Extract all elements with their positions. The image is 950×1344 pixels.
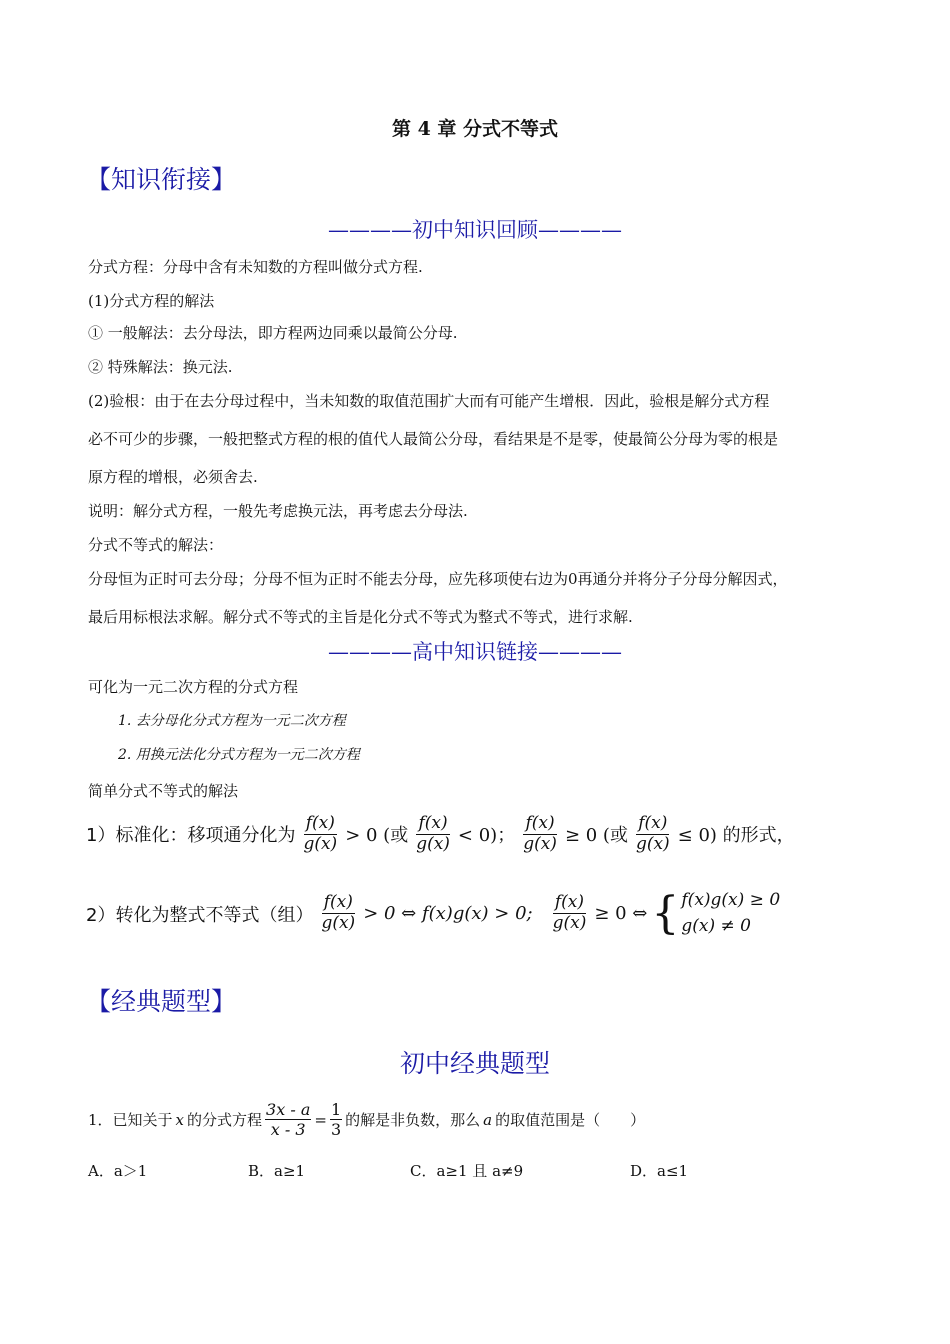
fraction: $\frac{f(x)}{g(x)}$ <box>303 813 338 854</box>
fraction: $\frac{f(x)}{g(x)}$ <box>552 892 587 933</box>
section-heading-knowledge: 【知识衔接】 <box>86 165 237 194</box>
formula-label: 1）标准化：移项通分化为 <box>86 825 296 847</box>
equation-system: { f(x)g(x) ≥ 0 g(x) ≠ 0 <box>651 887 781 939</box>
section-heading-typical: 【经典题型】 <box>86 987 237 1016</box>
paragraph: 分式不等式的解法： <box>88 536 224 554</box>
fraction: $\frac{1}{3}$ <box>330 1100 342 1140</box>
paragraph: 最后用标根法求解。解分式不等式的主旨是化分式不等式为整式不等式，进行求解. <box>88 608 633 626</box>
option-d: D．a≤1 <box>630 1162 689 1180</box>
paragraph: 分式方程：分母中含有未知数的方程叫做分式方程. <box>88 258 423 276</box>
formula-standardize: 1）标准化：移项通分化为 $\frac{f(x)}{g(x)}$ > 0 (或 $\frac{f(x)}{g(x)}$ < 0)； $\frac{f(x)}{g(x)}$ ≥ 0 (或 $\frac{f(x)}{g(x)}$ ≤ 0) 的形式， <box>86 813 795 854</box>
fraction: $\frac{f(x)}{g(x)}$ <box>635 813 670 854</box>
paragraph: ① 一般解法：去分母法，即方程两边同乘以最简公分母. <box>88 324 458 342</box>
fraction: $\frac{f(x)}{g(x)}$ <box>321 892 356 933</box>
option-a: A．a＞1 <box>88 1162 148 1180</box>
paragraph: ② 特殊解法：换元法. <box>88 358 233 376</box>
paragraph: 说明：解分式方程，一般先考虑换元法，再考虑去分母法. <box>88 502 468 520</box>
heading-junior-typical: 初中经典题型 <box>399 1049 550 1078</box>
question-1: 1．已知关于 x 的分式方程 $\frac{3x - a}{x - 3}$ = $\frac{1}{3}$ 的解是非负数，那么 a 的取值范围是（ ） <box>88 1100 646 1140</box>
fraction: $\frac{f(x)}{g(x)}$ <box>416 813 450 854</box>
paragraph: (1)分式方程的解法 <box>88 292 215 310</box>
list-item: 1. 去分母化分式方程为一元二次方程 <box>118 713 346 729</box>
option-c: C．a≥1 且 a≠9 <box>410 1162 524 1180</box>
subheading-senior-link: ————高中知识链接———— <box>328 640 622 664</box>
fraction: $\frac{3x - a}{x - 3}$ <box>266 1100 311 1140</box>
formula-label: 2）转化为整式不等式（组） <box>86 904 314 926</box>
brace-glyph: { <box>651 887 680 939</box>
paragraph: 必不可少的步骤，一般把整式方程的根的值代人最简公分母，看结果是不是零，使最简公分母为零的根是 <box>88 430 779 448</box>
page-title: 第 4 章 分式不等式 <box>391 118 559 140</box>
paragraph: 可化为一元二次方程的分式方程 <box>88 678 299 696</box>
fraction: $\frac{f(x)}{g(x)}$ <box>523 813 557 854</box>
list-item: 2. 用换元法化分式方程为一元二次方程 <box>118 747 360 763</box>
paragraph: (2)验根：由于在去分母过程中，当未知数的取值范围扩大而有可能产生增根．因此，验根是解分式方程 <box>88 392 770 410</box>
formula-convert: 2）转化为整式不等式（组） $\frac{f(x)}{g(x)}$ > 0 ⇔ f(x)g(x) > 0; $\frac{f(x)}{g(x)}$ ≥ 0 ⇔ { f(x)g(x) ≥ 0 g(x) ≠ 0 <box>86 887 781 939</box>
paragraph: 原方程的增根，必须舍去. <box>88 468 258 486</box>
option-b: B．a≥1 <box>248 1162 306 1180</box>
paragraph: 分母恒为正时可去分母；分母不恒为正时不能去分母，应先移项使右边为0再通分并将分子分母分解因式， <box>88 570 788 588</box>
subheading-junior-review: ————初中知识回顾———— <box>328 218 622 242</box>
paragraph: 简单分式不等式的解法 <box>88 782 239 800</box>
